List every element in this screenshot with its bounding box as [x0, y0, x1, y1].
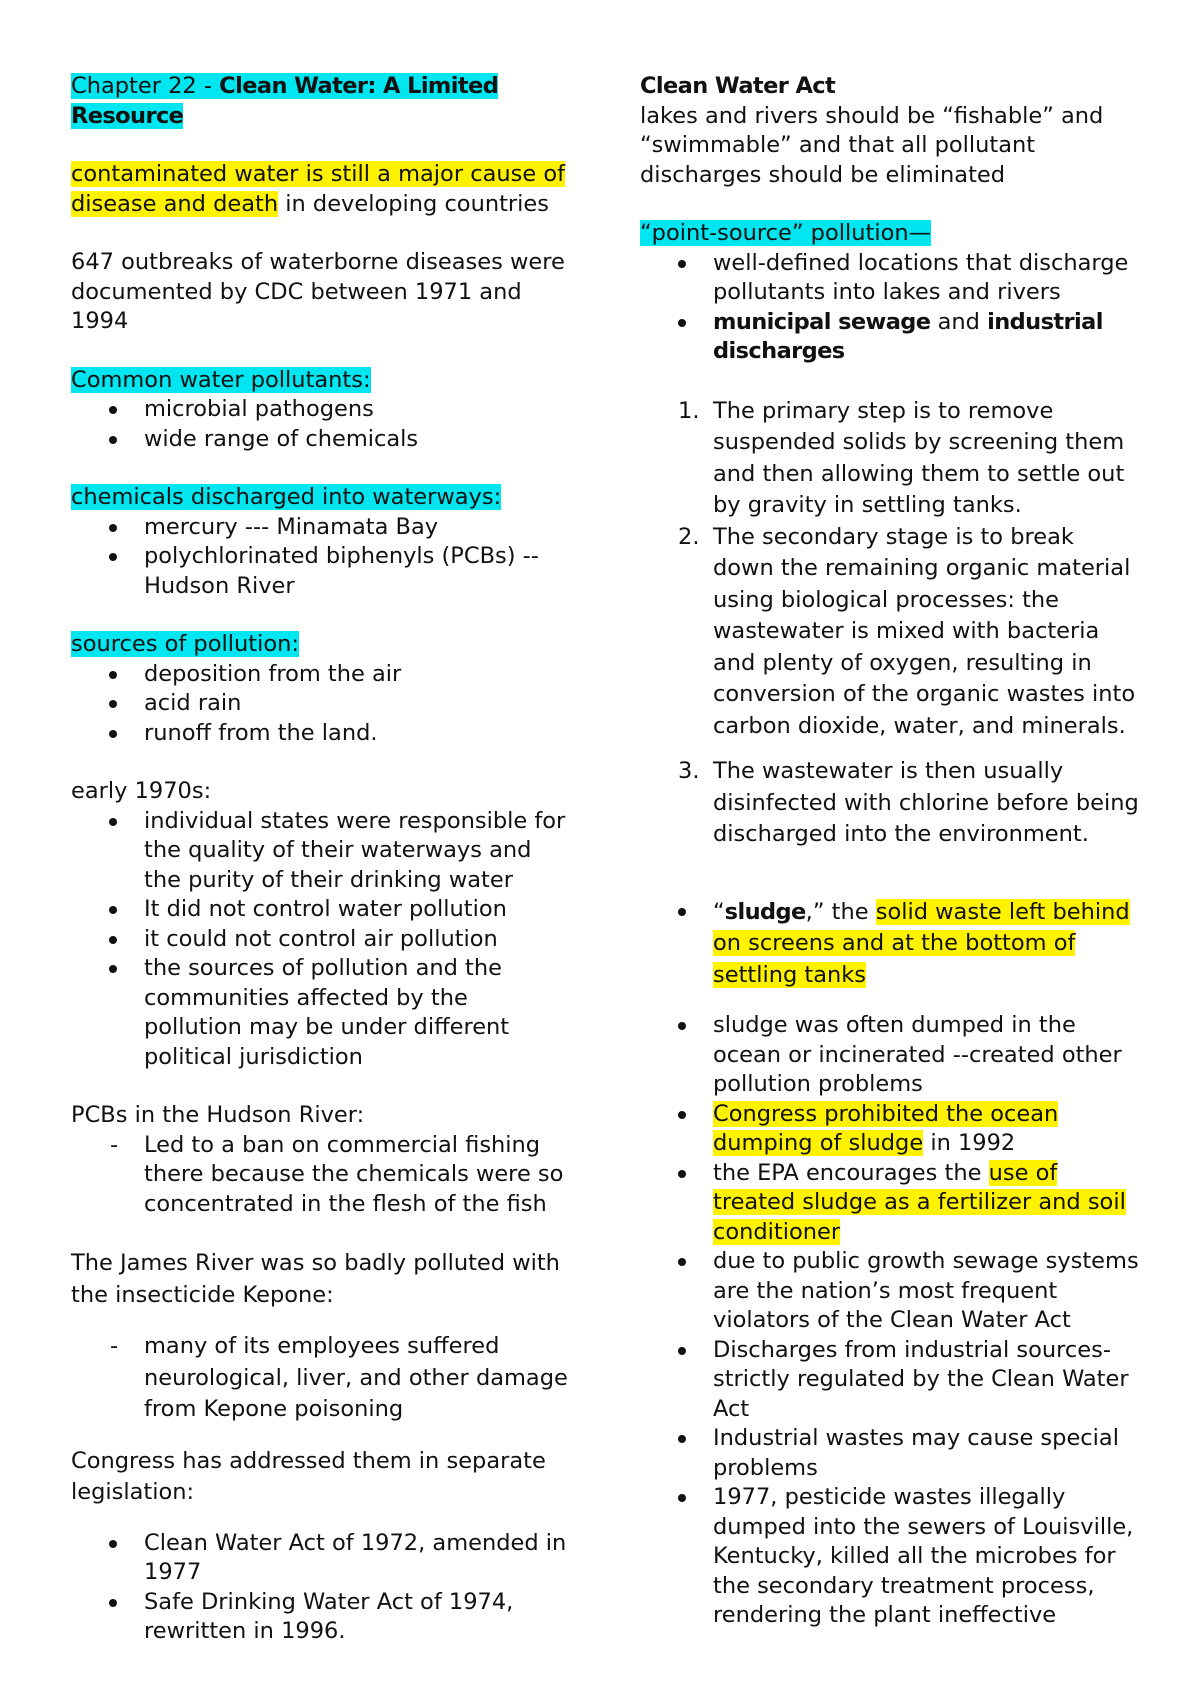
- intro-paragraph: [71, 160, 571, 219]
- list-item: runoff from the land.: [71, 719, 571, 749]
- legislation-list: [71, 1529, 571, 1647]
- early-1970s-heading: early 1970s:: [71, 778, 212, 804]
- clean-water-act-text: lakes and rivers should be “fishable” and “swimmable” and that all pollutant discharges should be eliminated: [640, 102, 1104, 188]
- james-river-list: [71, 1331, 571, 1426]
- list-item: Clean Water Act of 1972, amended in 1977: [71, 1529, 571, 1588]
- intro-highlight: contaminated water is still a major cause of disease and death: [71, 161, 566, 217]
- list-item: - many of its employees suffered neurological, liver, and other damage from Kepone poisoning: [71, 1331, 571, 1426]
- list-item: Industrial wastes may cause special problems: [640, 1424, 1140, 1483]
- list-item: individual states were responsible for the quality of their waterways and the purity of their drinking water: [71, 807, 571, 896]
- outbreaks-paragraph: 647 outbreaks of waterborne diseases were documented by CDC between 1971 and 1994: [71, 249, 565, 334]
- left-column: [71, 72, 571, 1647]
- list-item: It did not control water pollution: [71, 895, 571, 925]
- list-item: 1. The primary step is to remove suspended solids by screening them and then allowing them to settle out by gravity in settling tanks.: [678, 397, 1125, 518]
- list-item: wide range of chemicals: [71, 425, 571, 455]
- list-item: well-defined locations that discharge pollutants into lakes and rivers: [640, 249, 1140, 308]
- sources-heading: sources of pollution:: [71, 631, 299, 657]
- list-item: “sludge,” the solid waste left behind on screens and at the bottom of settling tanks: [640, 897, 1140, 992]
- title-bold-line1: Clean Water: A Limited: [219, 73, 499, 99]
- list-item: acid rain: [71, 689, 571, 719]
- list-item: it could not control air pollution: [71, 925, 571, 955]
- list-item: Discharges from industrial sources- strictly regulated by the Clean Water Act: [640, 1336, 1140, 1425]
- early-1970s-list: [71, 807, 571, 1073]
- list-item: Safe Drinking Water Act of 1974, rewritten in 1996.: [71, 1588, 571, 1647]
- list-item: the sources of pollution and the communities affected by the pollution may be under different political jurisdiction: [71, 954, 571, 1072]
- chemicals-heading: chemicals discharged into waterways:: [71, 484, 502, 510]
- list-item: polychlorinated biphenyls (PCBs) --Hudson River: [71, 542, 571, 601]
- chapter-title: [71, 72, 571, 131]
- point-source-list: [640, 249, 1140, 367]
- list-item: 3. The wastewater is then usually disinfected with chlorine before being discharged into the environment.: [678, 758, 1139, 847]
- clean-water-act-heading: Clean Water Act: [640, 73, 836, 99]
- list-item: sludge was often dumped in the ocean or incinerated --created other pollution problems: [640, 1011, 1140, 1100]
- list-item: 2. The secondary stage is to break down the remaining organic material using biological processes: the wastewater is mixed with bacteria and plenty of oxygen, resulting in conversion of the organic wastes into carbon dioxide, water, and minerals.: [678, 523, 1136, 739]
- title-bold-line2: Resource: [71, 102, 184, 129]
- list-item: deposition from the air: [71, 660, 571, 690]
- sludge-facts-list: [640, 1011, 1140, 1631]
- list-item: Congress prohibited the ocean dumping of sludge in 1992: [640, 1100, 1140, 1159]
- right-column: [640, 72, 1140, 1631]
- pollutants-heading: Common water pollutants:: [71, 366, 371, 393]
- sources-list: [71, 660, 571, 749]
- list-item: - Led to a ban on commercial fishing there because the chemicals were so concentrated in the flesh of the fish: [71, 1131, 571, 1220]
- list-item: microbial pathogens: [71, 395, 571, 425]
- intro-rest: in developing countries: [278, 190, 549, 217]
- pollutants-list: [71, 395, 571, 454]
- list-item: municipal sewage and industrial discharges: [640, 308, 1140, 367]
- congress-heading: Congress has addressed them in separate legislation:: [71, 1447, 546, 1505]
- james-river-heading: The James River was so badly polluted with the insecticide Kepone:: [71, 1250, 560, 1308]
- point-source-heading: “point-source” pollution—: [640, 220, 932, 246]
- list-item: the EPA encourages the use of treated sludge as a fertilizer and soil conditioner: [640, 1159, 1140, 1248]
- list-item: 1977, pesticide wastes illegally dumped into the sewers of Louisville, Kentucky, killed all the microbes for the secondary treatment process, rendering the plant ineffective: [640, 1483, 1140, 1631]
- sludge-definition-list: [640, 897, 1140, 992]
- list-item: mercury --- Minamata Bay: [71, 513, 571, 543]
- chemicals-list: [71, 513, 571, 602]
- title-prefix: Chapter 22 -: [71, 73, 220, 99]
- pcb-list: [71, 1131, 571, 1220]
- treatment-steps-list: [640, 396, 1140, 851]
- list-item: due to public growth sewage systems are the nation’s most frequent violators of the Clean Water Act: [640, 1247, 1140, 1336]
- pcb-heading: PCBs in the Hudson River:: [71, 1102, 365, 1128]
